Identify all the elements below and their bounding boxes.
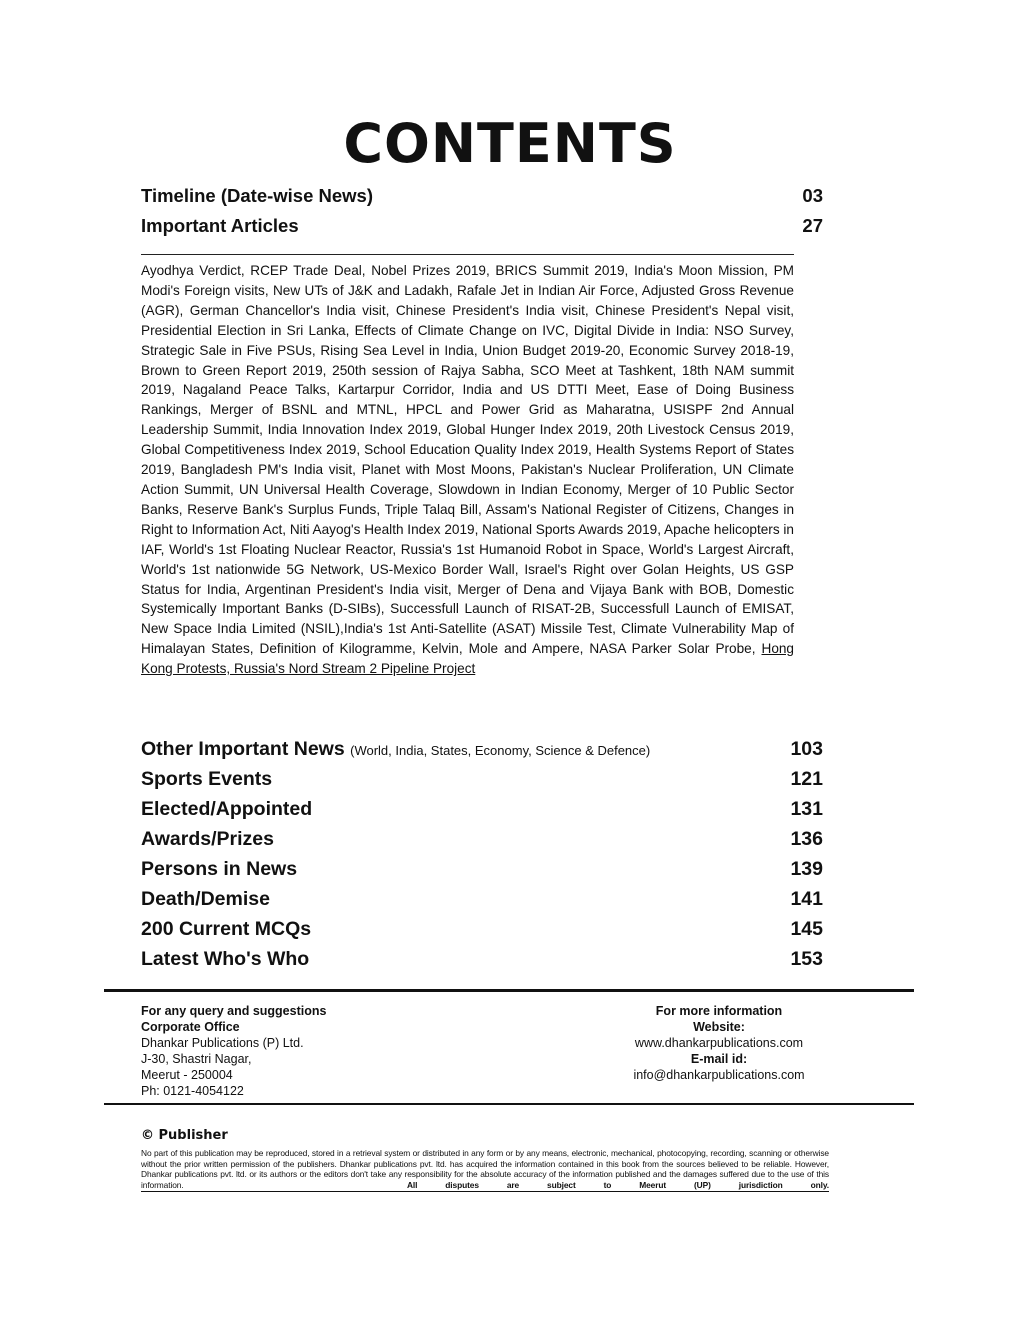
entry-page: 145 [790, 918, 823, 940]
entry-page: 153 [790, 948, 823, 970]
entry-label: Other Important News [141, 738, 345, 760]
toc-entry[interactable] [141, 798, 823, 828]
entry-page: 03 [802, 185, 823, 206]
website-link[interactable]: www.dhankarpublications.com [634, 1036, 804, 1050]
toc-list [141, 738, 823, 978]
entry-page: 103 [790, 738, 823, 760]
entry-label: 200 Current MCQs [141, 918, 312, 940]
entry-page: 131 [790, 798, 823, 820]
toc-entry[interactable] [141, 888, 823, 918]
toc-entry[interactable] [141, 738, 823, 768]
email-link[interactable]: info@dhankarpublications.com [633, 1068, 805, 1082]
jurisdiction-note: All disputes are subject to Meerut (UP) jurisdiction only. [406, 1179, 829, 1190]
contact-block [141, 1003, 326, 1099]
divider [104, 1103, 914, 1105]
company-name: Dhankar Publications (P) Ltd. [141, 1036, 304, 1050]
entry-page: 139 [790, 858, 823, 880]
divider [141, 254, 794, 255]
website-label: Website: [693, 1020, 745, 1034]
entry-page: 121 [790, 768, 823, 790]
disclaimer [141, 1148, 829, 1192]
toc-entry[interactable] [141, 828, 823, 858]
disclaimer-text: No part of this publication may be reproduced, stored in a retrieval system or distributed in any form or by any means, electronic, mechanical, photocopying, recording, scanning or otherwise without the prior written permission of the publishers. Dhankar publications pvt. ltd. has acquired the information contained in this book from the sources believed to be reliable. However, Dhankar publications pvt. ltd. or its authors or the editors don't take any responsibility for the absolute accuracy of the information published and the damages suffered due to the use of this information. [141, 1148, 829, 1190]
publisher-heading: © Publisher [141, 1128, 228, 1143]
articles-last: Hong Kong Protests, Russia's Nord Stream 2 Pipeline Project [141, 641, 794, 677]
toc-entry-timeline[interactable] [141, 185, 823, 207]
phone: Ph: 0121-4054122 [141, 1084, 244, 1098]
entry-page: 27 [802, 215, 823, 236]
entry-label: Timeline (Date-wise News) [141, 185, 374, 206]
info-heading: For more information [655, 1004, 783, 1018]
entry-label: Awards/Prizes [141, 828, 274, 850]
toc-entry[interactable] [141, 858, 823, 888]
entry-label: Important Articles [141, 215, 299, 236]
entry-label: Latest Who's Who [141, 948, 310, 970]
articles-list [141, 261, 794, 679]
page-title: CONTENTS [343, 112, 677, 175]
toc-entry[interactable] [141, 768, 823, 798]
info-block [610, 1003, 828, 1083]
entry-label: Death/Demise [141, 888, 270, 910]
articles-text: Ayodhya Verdict, RCEP Trade Deal, Nobel Prizes 2019, BRICS Summit 2019, India's Moon Mission, PM Modi's Foreign visits, New UTs of J&K and Ladakh, Rafale Jet in Indian Air Force, Adjusted Gross Revenue (AGR), German Chancellor's India visit, Chinese President's India visit, Chinese President's Nepal visit, Presidential Election in Sri Lanka, Effects of Climate Change on IVC, Digital Divide in India: NSO Survey, Strategic Sale in Five PSUs, Rising Sea Level in India, Union Budget 2019-20, Economic Survey 2018-19, Brown to Green Report 2019, 250th session of Rajya Sabha, SCO Meet at Tashkent, 18th NAM summit 2019, Nagaland Peace Talks, Kartarpur Corridor, India and US DTTI Meet, Ease of Doing Business Rankings, Merger of BSNL and MTNL, HPCL and Power Grid as Maharatna, USISPF 2nd Annual Leadership Summit, India Innovation Index 2019, Global Hunger Index 2019, 20th Livestock Census 2019, Global Competitiveness Index 2019, School Education Quality Index 2019, Health Systems Report of States 2019, Bangladesh PM's India visit, Planet with Most Moons, Pakistan's Nuclear Proliferation, UN Climate Action Summit, UN Universal Health Coverage, Slowdown in Indian Economy, Merger of 10 Public Sector Banks, Reserve Bank's Surplus Funds, Triple Talaq Bill, Assam's National Register of Citizens, Changes in Right to Information Act, Niti Aayog's Health Index 2019, National Sports Awards 2019, Apache helicopters in IAF, World's 1st Floating Nuclear Reactor, Russia's 1st Humanoid Robot in Space, World's Largest Aircraft, World's 1st nationwide 5G Network, US-Mexico Border Wall, Israel's Right over Golan Heights, US GSP Status for India, Argentinan President's India visit, Merger of Dena and Vijaya Bank with BOB, Domestic Systemically Important Banks (D-SIBs), Successfull Launch of RISAT-2B, Successfull Launch of EMISAT, New Space India Limited (NSIL),India's 1st Anti-Satellite (ASAT) Missile Test, Climate Vulnerability Map of Himalayan States, Definition of Kilogramme, Kelvin, Mole and Ampere, NASA Parker Solar Probe, [141, 263, 794, 657]
toc-entry[interactable] [141, 948, 823, 978]
email-label: E-mail id: [690, 1052, 748, 1066]
entry-label: Sports Events [141, 768, 273, 790]
contact-heading: For any query and suggestions [141, 1004, 327, 1018]
entry-page: 141 [790, 888, 823, 910]
divider [104, 989, 914, 992]
city: Meerut - 250004 [141, 1068, 233, 1082]
address: J-30, Shastri Nagar, [141, 1052, 252, 1066]
entry-label: Persons in News [141, 858, 298, 880]
entry-page: 136 [790, 828, 823, 850]
entry-label: Elected/Appointed [141, 798, 313, 820]
toc-entry-articles[interactable] [141, 215, 823, 237]
office-label: Corporate Office [141, 1020, 240, 1034]
entry-subtitle: (World, India, States, Economy, Science & Defence) [350, 743, 651, 758]
toc-entry[interactable] [141, 918, 823, 948]
